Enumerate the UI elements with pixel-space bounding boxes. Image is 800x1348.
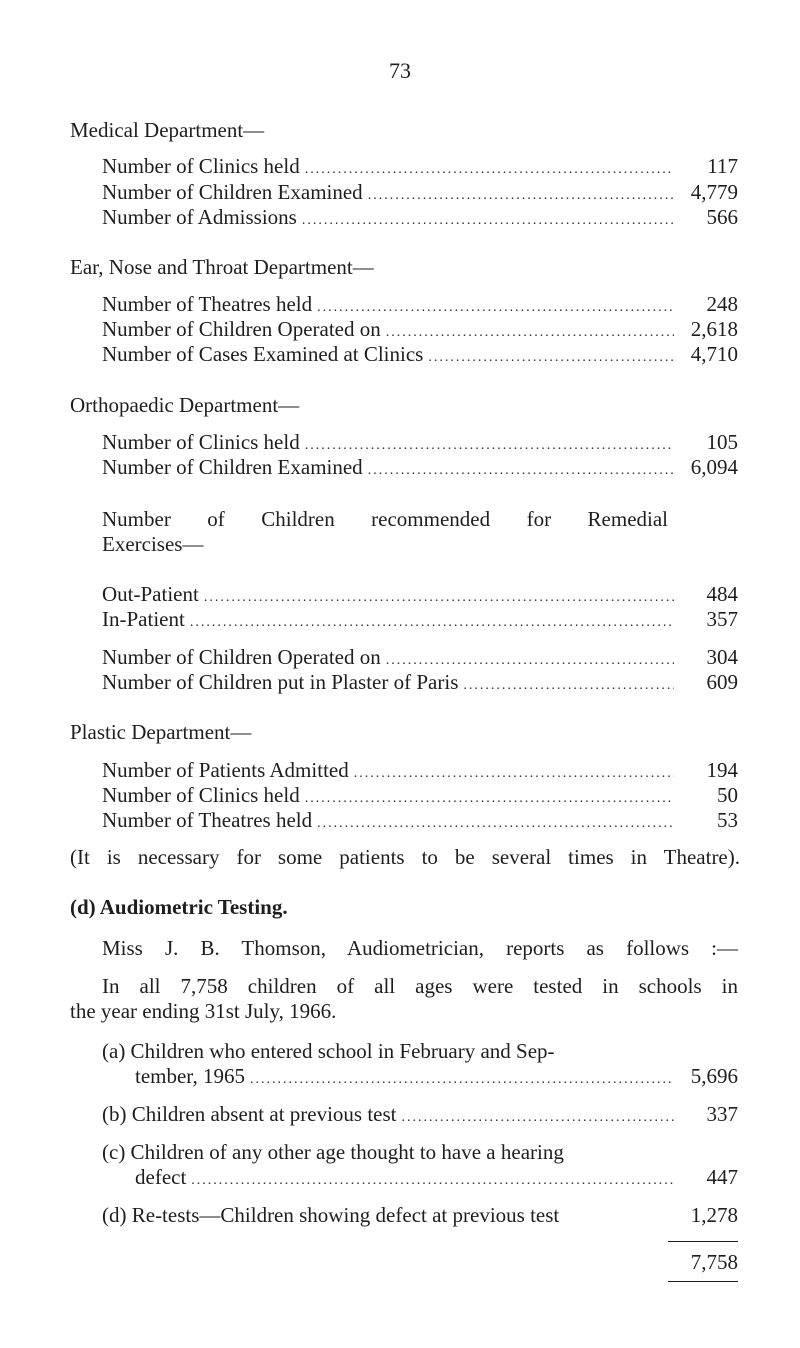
row-label: Number of Children Operated on (102, 645, 381, 669)
row-value: 337 (706, 1102, 738, 1126)
row-value: 5,696 (690, 1064, 738, 1088)
medical-row (102, 205, 738, 233)
leader-dots (317, 812, 674, 836)
row-label: Number of Cases Examined at Clinics (102, 342, 424, 366)
row-label: Number of Children Examined (102, 180, 363, 204)
ent-row (102, 292, 738, 320)
remedial-text-line2: Exercises— (102, 532, 204, 556)
row-value: 4,710 (690, 342, 738, 366)
item-a-row (135, 1064, 738, 1092)
row-label: Number of Children put in Plaster of Paris (102, 670, 459, 694)
row-value: 609 (706, 670, 738, 694)
ortho-row (102, 455, 738, 483)
audiometric-heading: (d) Audiometric Testing. (70, 895, 288, 919)
page-number: 73 (389, 58, 411, 83)
row-label: Number of Clinics held (102, 154, 300, 178)
leader-dots (368, 459, 674, 483)
row-label: In-Patient (102, 607, 185, 631)
row-label: Number of Theatres held (102, 292, 313, 316)
row-label: Number of Children Examined (102, 455, 363, 479)
leader-dots (191, 1169, 674, 1193)
row-label: Number of Clinics held (102, 430, 300, 454)
row-value: 4,779 (690, 180, 738, 204)
plastic-row (102, 783, 738, 811)
total-rule-top (668, 1241, 738, 1242)
row-label: Number of Patients Admitted (102, 758, 349, 782)
row-label: (b) Children absent at previous test (102, 1102, 397, 1126)
row-value: 566 (706, 205, 738, 229)
plastic-heading: Plastic Department— (70, 720, 252, 744)
medical-row (102, 154, 738, 182)
total-rule-bottom (668, 1281, 738, 1282)
row-label: Number of Clinics held (102, 783, 300, 807)
medical-heading: Medical Department— (70, 118, 265, 142)
remedial-row (102, 607, 738, 635)
ent-heading: Ear, Nose and Throat Department— (70, 255, 374, 279)
ortho-row (102, 645, 738, 673)
row-value: 357 (706, 607, 738, 631)
row-value: 484 (706, 582, 738, 606)
report-line: Miss J. B. Thomson, Audiometrician, reports as follows :— (102, 936, 738, 960)
row-label: tember, 1965 (135, 1064, 245, 1088)
row-label: Number of Theatres held (102, 808, 313, 832)
ortho-heading: Orthopaedic Department— (70, 393, 300, 417)
ent-row (102, 342, 738, 370)
leader-dots (463, 674, 674, 698)
item-b-row (102, 1102, 738, 1130)
remedial-text-line1: Number of Children recommended for Remedial (102, 507, 668, 531)
medical-row (102, 180, 738, 208)
ortho-row (102, 430, 738, 458)
leader-dots (305, 158, 674, 182)
intro-line-1: In all 7,758 children of all ages were tested in schools in (102, 974, 738, 998)
row-label: (d) Re-tests—Children showing defect at previous test (102, 1203, 560, 1227)
row-value: 117 (707, 154, 738, 178)
leader-dots (190, 611, 674, 635)
leader-dots (402, 1106, 674, 1130)
leader-dots (428, 346, 674, 370)
intro-line-2: the year ending 31st July, 1966. (70, 999, 337, 1023)
row-value: 447 (706, 1165, 738, 1189)
row-value: 194 (706, 758, 738, 782)
row-value: 6,094 (690, 455, 738, 479)
ortho-row (102, 670, 738, 698)
ent-row (102, 317, 738, 345)
item-d-row (102, 1203, 738, 1227)
row-label: Out-Patient (102, 582, 199, 606)
plastic-row (102, 758, 738, 786)
item-c-row (135, 1165, 738, 1193)
leader-dots (250, 1068, 674, 1092)
row-label: Number of Children Operated on (102, 317, 381, 341)
total-value: 7,758 (690, 1250, 738, 1274)
remedial-row (102, 582, 738, 610)
plastic-row (102, 808, 738, 836)
row-label: defect (135, 1165, 187, 1189)
leader-dots (302, 209, 674, 233)
row-value: 53 (717, 808, 738, 832)
item-a-line1: (a) Children who entered school in February and Sep- (102, 1039, 555, 1063)
plastic-note: (It is necessary for some patients to be several times in Theatre). (70, 845, 740, 869)
row-value: 248 (706, 292, 738, 316)
row-value: 304 (706, 645, 738, 669)
row-value: 2,618 (690, 317, 738, 341)
row-value: 105 (706, 430, 738, 454)
row-value: 1,278 (690, 1203, 738, 1227)
row-value: 50 (717, 783, 738, 807)
row-label: Number of Admissions (102, 205, 297, 229)
item-c-line1: (c) Children of any other age thought to have a hearing (102, 1140, 564, 1164)
